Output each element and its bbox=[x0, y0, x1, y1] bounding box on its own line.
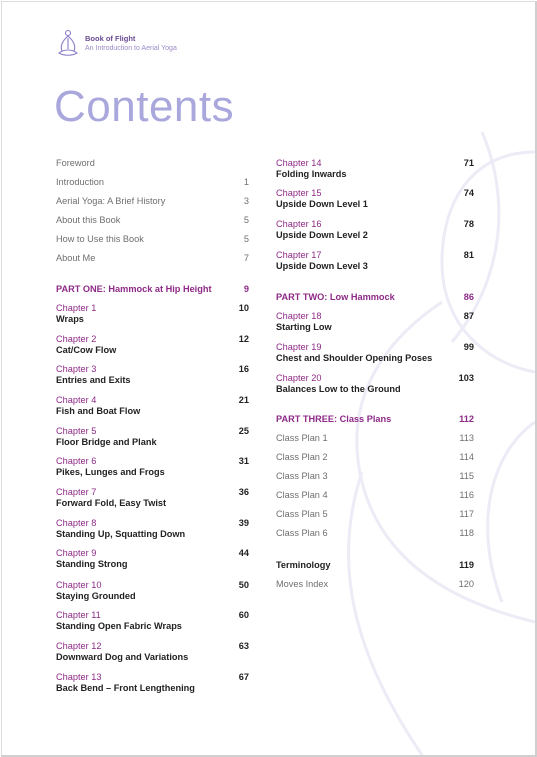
toc-entry[interactable] bbox=[276, 579, 474, 590]
toc-chapter-entry[interactable] bbox=[56, 426, 249, 448]
chapter-number: Chapter 19 bbox=[276, 342, 322, 352]
page-number: 113 bbox=[459, 433, 474, 443]
lotus-figure-icon bbox=[56, 29, 80, 57]
chapter-number: Chapter 6 bbox=[56, 456, 97, 466]
page bbox=[1, 1, 537, 757]
toc-chapter-entry[interactable] bbox=[56, 334, 249, 356]
chapter-title: Balances Low to the Ground bbox=[276, 384, 401, 394]
chapter-number: Chapter 18 bbox=[276, 311, 322, 321]
chapter-number: Chapter 16 bbox=[276, 219, 322, 229]
chapter-number: Chapter 13 bbox=[56, 672, 102, 682]
toc-entry[interactable] bbox=[276, 490, 474, 501]
page-number: 1 bbox=[243, 177, 249, 187]
toc-entry[interactable] bbox=[276, 452, 474, 463]
toc-entry[interactable] bbox=[276, 509, 474, 520]
toc-chapter-entry[interactable] bbox=[276, 158, 474, 180]
toc-entry[interactable] bbox=[56, 177, 249, 188]
entry-title: Foreword bbox=[56, 158, 95, 168]
chapter-number: Chapter 4 bbox=[56, 395, 97, 405]
page-number: 3 bbox=[243, 196, 249, 206]
page-number: 21 bbox=[238, 395, 249, 405]
entry-title: PART ONE: Hammock at Hip Height bbox=[56, 284, 212, 294]
chapter-title: Standing Up, Squatting Down bbox=[56, 529, 186, 539]
toc-chapter-entry[interactable] bbox=[56, 395, 249, 417]
chapter-title: Upside Down Level 3 bbox=[276, 261, 368, 271]
chapter-title: Staying Grounded bbox=[56, 591, 136, 601]
toc-chapter-entry[interactable] bbox=[56, 672, 249, 694]
chapter-number: Chapter 10 bbox=[56, 580, 102, 590]
toc-part-heading[interactable] bbox=[56, 284, 249, 295]
page-number: 116 bbox=[459, 490, 474, 500]
entry-title: Aerial Yoga: A Brief History bbox=[56, 196, 166, 206]
chapter-title: Pikes, Lunges and Frogs bbox=[56, 467, 165, 477]
chapter-number: Chapter 8 bbox=[56, 518, 97, 528]
page-number: 118 bbox=[459, 528, 474, 538]
page-number: 16 bbox=[238, 364, 249, 374]
toc-chapter-entry[interactable] bbox=[56, 610, 249, 632]
chapter-number: Chapter 2 bbox=[56, 334, 97, 344]
entry-title: Class Plan 3 bbox=[276, 471, 328, 481]
page-number: 87 bbox=[463, 311, 474, 321]
page-number: 112 bbox=[459, 414, 474, 424]
page-number: 12 bbox=[238, 334, 249, 344]
page-number: 71 bbox=[463, 158, 474, 168]
chapter-title: Chest and Shoulder Opening Poses bbox=[276, 353, 433, 363]
chapter-number: Chapter 15 bbox=[276, 188, 322, 198]
chapter-number: Chapter 11 bbox=[56, 610, 101, 620]
page-number: 74 bbox=[463, 188, 474, 198]
chapter-number: Chapter 7 bbox=[56, 487, 97, 497]
toc-entry[interactable] bbox=[56, 196, 249, 207]
chapter-title: Fish and Boat Flow bbox=[56, 406, 141, 416]
toc-part-heading[interactable] bbox=[276, 292, 474, 303]
entry-title: Introduction bbox=[56, 177, 105, 187]
chapter-title: Standing Strong bbox=[56, 559, 128, 569]
chapter-title: Downward Dog and Variations bbox=[56, 652, 189, 662]
entry-title: About Me bbox=[56, 253, 96, 263]
toc-chapter-entry[interactable] bbox=[56, 518, 249, 540]
chapter-title: Folding Inwards bbox=[276, 169, 347, 179]
entry-title: Class Plan 4 bbox=[276, 490, 328, 500]
toc-entry[interactable] bbox=[56, 253, 249, 264]
toc-chapter-entry[interactable] bbox=[56, 303, 249, 325]
entry-title: Moves Index bbox=[276, 579, 329, 589]
entry-title: Class Plan 1 bbox=[276, 433, 328, 443]
chapter-title: Upside Down Level 2 bbox=[276, 230, 368, 240]
entry-title: How to Use this Book bbox=[56, 234, 144, 244]
book-header bbox=[56, 29, 177, 57]
page-number: 81 bbox=[463, 250, 474, 260]
toc-chapter-entry[interactable] bbox=[56, 456, 249, 478]
chapter-title: Forward Fold, Easy Twist bbox=[56, 498, 167, 508]
toc-entry[interactable] bbox=[276, 471, 474, 482]
page-number: 60 bbox=[238, 610, 249, 620]
toc-chapter-entry[interactable] bbox=[276, 373, 474, 395]
book-title: Book of Flight bbox=[85, 34, 136, 43]
chapter-title: Starting Low bbox=[276, 322, 332, 332]
chapter-number: Chapter 20 bbox=[276, 373, 322, 383]
toc-chapter-entry[interactable] bbox=[276, 219, 474, 241]
toc-entry[interactable] bbox=[276, 528, 474, 539]
toc-chapter-entry[interactable] bbox=[56, 487, 249, 509]
page-number: 86 bbox=[463, 292, 474, 302]
page-number: 114 bbox=[459, 452, 474, 462]
page-number: 44 bbox=[238, 548, 249, 558]
toc-chapter-entry[interactable] bbox=[56, 580, 249, 602]
page-number: 5 bbox=[243, 215, 249, 225]
chapter-title: Floor Bridge and Plank bbox=[56, 437, 157, 447]
entry-title: About this Book bbox=[56, 215, 121, 225]
toc-chapter-entry[interactable] bbox=[56, 364, 249, 386]
toc-chapter-entry[interactable] bbox=[276, 311, 474, 333]
page-number: 117 bbox=[459, 509, 474, 519]
chapter-number: Chapter 12 bbox=[56, 641, 102, 651]
page-number: 50 bbox=[238, 580, 249, 590]
toc-part-heading[interactable] bbox=[276, 414, 474, 425]
chapter-number: Chapter 5 bbox=[56, 426, 97, 436]
chapter-title: Wraps bbox=[56, 314, 84, 324]
toc-chapter-entry[interactable] bbox=[56, 641, 249, 663]
page-number: 25 bbox=[238, 426, 249, 436]
chapter-number: Chapter 17 bbox=[276, 250, 322, 260]
chapter-number: Chapter 14 bbox=[276, 158, 322, 168]
toc-chapter-entry[interactable] bbox=[276, 188, 474, 210]
entry-title: Class Plan 6 bbox=[276, 528, 328, 538]
toc-chapter-entry[interactable] bbox=[56, 548, 249, 570]
page-number: 63 bbox=[238, 641, 249, 651]
chapter-number: Chapter 3 bbox=[56, 364, 97, 374]
page-number: 31 bbox=[238, 456, 249, 466]
entry-title: PART THREE: Class Plans bbox=[276, 414, 392, 424]
book-subtitle: An Introduction to Aerial Yoga bbox=[85, 45, 177, 52]
page-title: Contents bbox=[54, 82, 235, 131]
page-number: 9 bbox=[243, 284, 249, 294]
page-number: 78 bbox=[463, 219, 474, 229]
page-number: 5 bbox=[243, 234, 249, 244]
chapter-title: Standing Open Fabric Wraps bbox=[56, 621, 182, 631]
chapter-title: Entries and Exits bbox=[56, 375, 131, 385]
page-number: 99 bbox=[463, 342, 474, 352]
page-number: 10 bbox=[238, 303, 249, 313]
page-number: 115 bbox=[459, 471, 474, 481]
toc-entry[interactable] bbox=[56, 215, 249, 226]
toc-entry[interactable] bbox=[276, 560, 474, 571]
page-number: 120 bbox=[458, 579, 474, 589]
chapter-title: Upside Down Level 1 bbox=[276, 199, 368, 209]
toc-chapter-entry[interactable] bbox=[276, 342, 474, 364]
entry-title: Class Plan 5 bbox=[276, 509, 328, 519]
toc-entry[interactable] bbox=[56, 158, 249, 169]
page-number: 103 bbox=[458, 373, 474, 383]
toc-chapter-entry[interactable] bbox=[276, 250, 474, 272]
entry-title: PART TWO: Low Hammock bbox=[276, 292, 395, 302]
page-number: 7 bbox=[243, 253, 249, 263]
chapter-number: Chapter 1 bbox=[56, 303, 97, 313]
entry-title: Class Plan 2 bbox=[276, 452, 328, 462]
chapter-title: Cat/Cow Flow bbox=[56, 345, 117, 355]
page-number: 36 bbox=[238, 487, 249, 497]
page-number: 67 bbox=[238, 672, 249, 682]
toc-entry[interactable] bbox=[56, 234, 249, 245]
page-number: 119 bbox=[459, 560, 474, 570]
chapter-title: Back Bend – Front Lengthening bbox=[56, 683, 195, 693]
page-number: 39 bbox=[238, 518, 249, 528]
entry-title: Terminology bbox=[276, 560, 331, 570]
toc-entry[interactable] bbox=[276, 433, 474, 444]
chapter-number: Chapter 9 bbox=[56, 548, 97, 558]
